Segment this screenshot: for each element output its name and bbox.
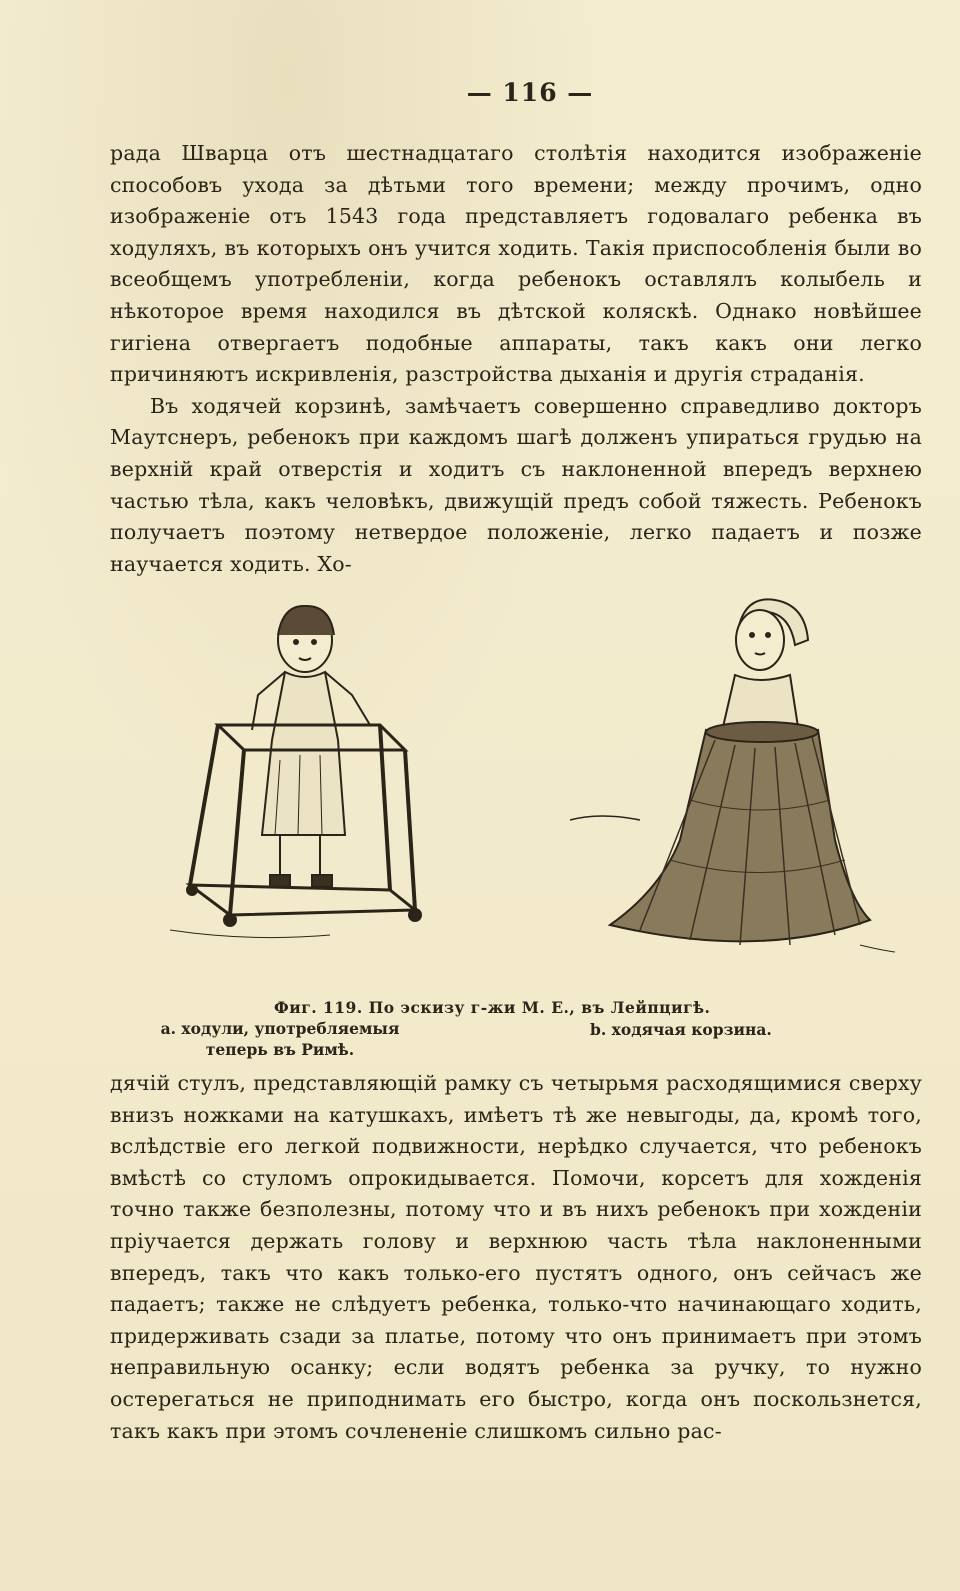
figure-caption-a: а. ходули, употребляемыя теперь въ Римѣ. <box>160 1019 400 1059</box>
walking-basket-illustration <box>570 599 895 952</box>
paragraph-2: Въ ходячей корзинѣ, замѣчаетъ совершенно справедливо докторъ Маутснеръ, ребенокъ при каждомъ шагѣ долженъ упираться грудью на верхній край отверстія и ходитъ съ наклоненной впередъ верхнею частью тѣла, какъ человѣкъ, движущій предъ собой тяжесть. Ребенокъ получаетъ поэтому нетвердое положеніе, легко падаетъ и позже научается ходить. Хо- <box>110 393 922 576</box>
figure-caption: Фиг. 119. По эскизу г-жи М. Е., въ Лейпцигѣ. <box>274 998 711 1017</box>
page-number: — 116 — <box>466 78 594 107</box>
paragraph-3: дячій стулъ, представляющій рамку съ четырьмя расходящимися сверху внизъ ножками на катушкахъ, имѣетъ тѣ же невыгоды, да, кромѣ того, вслѣдствіе его легкой подвижности, нерѣдко случается, что ребенокъ вмѣстѣ со стуломъ опрокидывается. Помочи, корсетъ для хожденія точно также безполезны, потому что и въ нихъ ребенокъ при хожденіи пріучается держать голову и верхнюю часть тѣла наклоненными впередъ, такъ что какъ только-его пустятъ одного, онъ сейчасъ же падаетъ; также не слѣдуетъ ребенка, только-что начинающаго ходить, придерживать сзади за платье, потому что онъ принимаетъ при этомъ неправильную осанку; если водятъ ребенка за ручку, то нужно остерегаться не приподнимать его быстро, когда онъ поскользнется, такъ какъ при этомъ сочлененіе слишкомъ сильно рас- <box>110 1071 922 1443</box>
figure-illustration <box>0 590 960 970</box>
text-block-top <box>110 138 922 580</box>
paragraph-1: рада Шварца отъ шестнадцатаго столѣтія находится изображеніе способовъ ухода за дѣтьми того времени; между прочимъ, одно изображеніе отъ 1543 года представляетъ годовалаго ребенка въ ходуляхъ, въ которыхъ онъ учится ходить. Такія приспособленія были во всеобщемъ употребленіи, когда ребенокъ оставлялъ колыбель и нѣкоторое время находился въ дѣтской коляскѣ. Однако новѣйшее гигіена отвергаетъ подобные аппараты, такъ какъ они легко причиняютъ искривленія, разстройства дыханія и другія страданія. <box>110 141 922 387</box>
walking-frame-illustration <box>170 606 421 938</box>
figure-caption-b: b. ходячая корзина. <box>590 1020 772 1039</box>
text-block-bottom <box>110 1068 922 1447</box>
figure-119 <box>0 590 960 970</box>
